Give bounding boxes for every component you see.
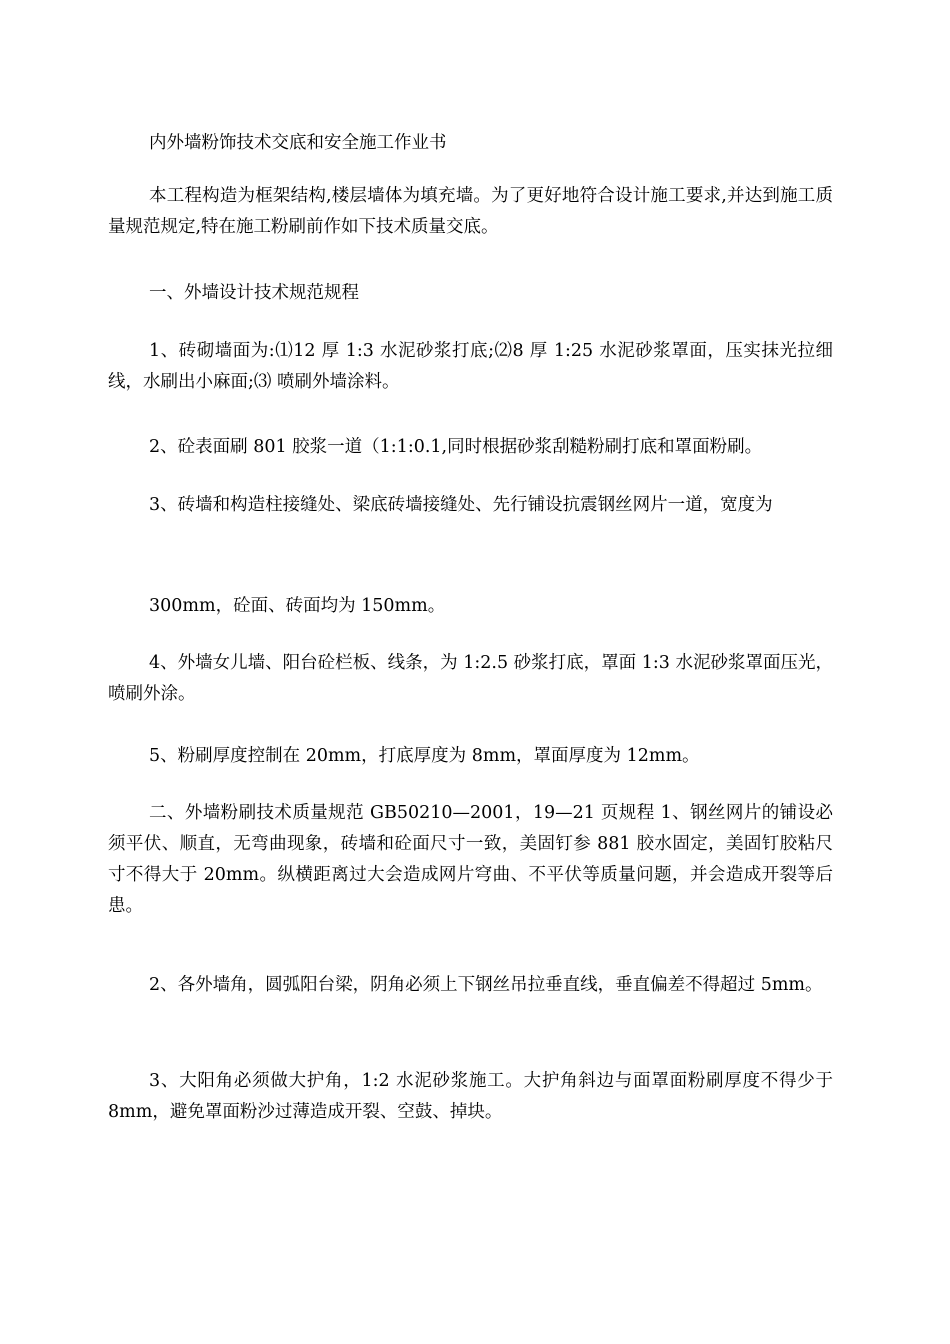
paragraph-item-3-continued: 300mm，砼面、砖面均为 150mm。 (149, 596, 446, 616)
paragraph-item-2: 2、砼表面刷 801 胶浆一道（1:1:0.1,同时根据砂浆刮糙粉刷打底和罩面粉刷。 (149, 437, 763, 457)
paragraph-item-3b: 3、大阳角必须做大护角，1:2 水泥砂浆施工。大护角斜边与面罩面粉刷厚度不得少于 8mm，避免罩面粉沙过薄造成开裂、空鼓、掉块。 (108, 1071, 833, 1122)
paragraph-intro: 本工程构造为框架结构,楼层墙体为填充墙。为了更好地符合设计施工要求,并达到施工质量规范规定,特在施工粉刷前作如下技术质量交底。 (108, 186, 833, 237)
section-heading-1: 一、外墙设计技术规范规程 (149, 283, 359, 303)
document-title: 内外墙粉饰技术交底和安全施工作业书 (149, 133, 447, 153)
paragraph-item-2b: 2、各外墙角，圆弧阳台梁，阴角必须上下钢丝吊拉垂直线，垂直偏差不得超过 5mm。 (149, 975, 823, 995)
paragraph-item-3: 3、砖墙和构造柱接缝处、梁底砖墙接缝处、先行铺设抗震钢丝网片一道，宽度为 (149, 495, 773, 515)
paragraph-item-4: 4、外墙女儿墙、阳台砼栏板、线条，为 1:2.5 砂浆打底，罩面 1:3 水泥砂浆罩面压光，喷刷外涂。 (108, 653, 833, 704)
section-heading-2: 二、外墙粉刷技术质量规范 GB50210—2001，19—21 页规程 1、钢丝网片的铺设必须平伏、顺直，无弯曲现象，砖墙和砼面尺寸一致，美固钉参 881 胶水固定，美固钉胶粘尺寸不得大于 20mm。纵横距离过大会造成网片穹曲、不平伏等质量问题，并会造成开裂等后患。 (108, 803, 833, 916)
paragraph-item-1: 1、砖砌墙面为:⑴12 厚 1:3 水泥砂浆打底;⑵8 厚 1:25 水泥砂浆罩面，压实抹光拉细线，水刷出小麻面;⑶ 喷刷外墙涂料。 (108, 341, 833, 392)
paragraph-item-5: 5、粉刷厚度控制在 20mm，打底厚度为 8mm，罩面厚度为 12mm。 (149, 746, 700, 766)
